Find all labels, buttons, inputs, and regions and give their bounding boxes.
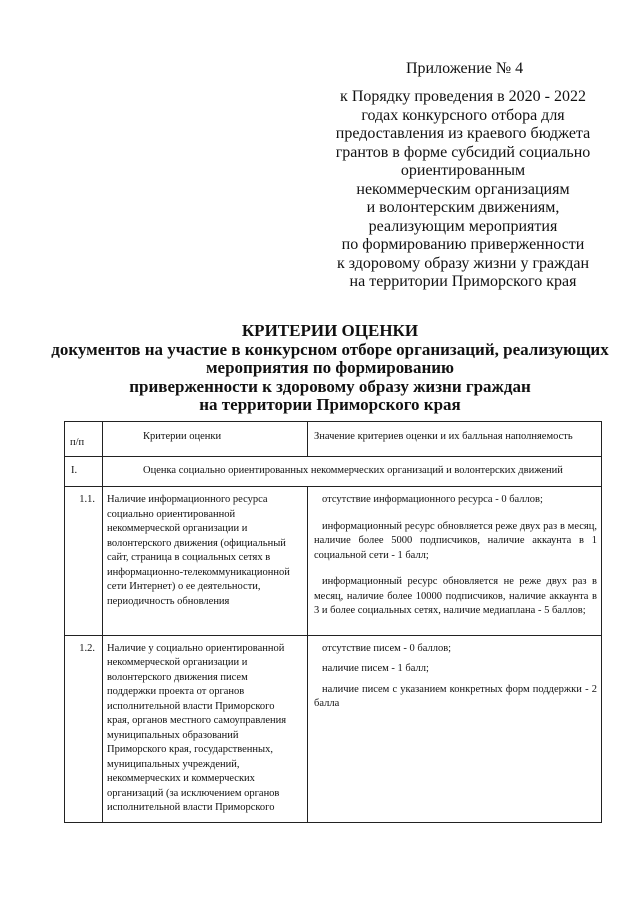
criteria-line: социально ориентированной <box>107 508 236 520</box>
criteria-line: информационно-телекоммуникационной <box>107 566 290 578</box>
criteria-line: волонтерского движения (официальный <box>107 537 286 549</box>
score-option: информационный ресурс обновляется реже двух раз в месяц, наличие более 5000 подписчиков, наличие аккаунта в 1 социальной сети - 1 балл; <box>314 520 597 561</box>
title-heading: КРИТЕРИИ ОЦЕНКИ <box>241 321 419 340</box>
criteria-line: сайт, страница в социальных сетях в <box>107 552 271 563</box>
criteria-line: Наличие у социально ориентированной <box>107 642 285 654</box>
title-line: документов на участие в конкурсном отборе организаций, реализующих <box>51 339 609 359</box>
row-values <box>308 635 602 822</box>
annex-reference <box>318 88 608 292</box>
table-header-row <box>65 422 602 457</box>
criteria-line: исполнительной власти Приморского <box>107 700 275 712</box>
table-row <box>65 635 602 822</box>
score-option: наличие писем с указанием конкретных форм поддержки - 2 балла <box>314 683 597 709</box>
annex-line: по формированию приверженности <box>341 236 585 253</box>
title-line: мероприятия по формированию <box>205 358 455 377</box>
row-num: 1.1. <box>65 487 103 636</box>
score-option: информационный ресурс обновляется не реже двух раз в месяц, наличие более 10000 подписчиков, наличие аккаунта в 3 и более социальных сетях, наличие медиаплана - 5 баллов; <box>314 576 597 616</box>
criteria-line: исполнительной власти Приморского <box>107 802 275 813</box>
header-value: Значение критериев оценки и их балльная наполняемость <box>308 422 602 457</box>
title-line: на территории Приморского края <box>199 395 461 414</box>
criteria-line: Наличие информационного ресурса <box>107 494 268 505</box>
criteria-line: муниципальных учреждений, <box>107 758 240 770</box>
annex-line: на территории Приморского края <box>349 273 577 290</box>
criteria-line: организаций (за исключением органов <box>107 787 280 799</box>
table-row <box>65 487 602 636</box>
score-option: наличие писем - 1 балл; <box>322 663 429 674</box>
section-title: Оценка социально ориентированных некоммерческих организаций и волонтерских движений <box>103 457 602 487</box>
title-line: приверженности к здоровому образу жизни граждан <box>129 376 531 396</box>
row-criteria <box>103 487 308 636</box>
criteria-line: некоммерческой организации и <box>107 523 248 534</box>
annex-line: грантов в форме субсидий социально <box>335 143 591 161</box>
criteria-line: некоммерческой организации и <box>107 657 248 668</box>
header-num: п/п <box>70 436 85 448</box>
criteria-line: некоммерческих и коммерческих <box>107 773 255 784</box>
row-criteria <box>103 635 308 822</box>
score-option: отсутствие писем - 0 баллов; <box>322 642 452 654</box>
annex-line: некоммерческим организациям <box>356 180 570 198</box>
section-row <box>65 457 602 487</box>
annex-line: ориентированным <box>400 162 526 179</box>
header-criteria-cell <box>103 422 308 457</box>
criteria-line: муниципальных образований <box>107 729 239 741</box>
annex-line: и волонтерским движениям, <box>366 199 560 216</box>
criteria-line: края, органов местного самоуправления <box>107 715 287 726</box>
criteria-line: периодичность обновления <box>107 595 230 607</box>
header-num-cell <box>65 422 103 457</box>
annex-number: Приложение № 4 <box>406 60 524 77</box>
row-num: 1.2. <box>65 635 103 822</box>
document-title <box>40 322 620 415</box>
annex-line: предоставления из краевого бюджета <box>335 125 591 142</box>
score-option: отсутствие информационного ресурса - 0 баллов; <box>322 494 543 505</box>
criteria-line: сети Интернет) о ее деятельности, <box>107 581 261 592</box>
criteria-line: поддержки проекта от органов <box>107 686 245 697</box>
criteria-line: Приморского края, государственных, <box>107 744 273 755</box>
section-num: I. <box>65 457 103 487</box>
annex-line: годах конкурсного отбора для <box>361 106 565 124</box>
annex-line: реализующим мероприятия <box>368 217 558 235</box>
annex-line: к здоровому образу жизни у граждан <box>336 254 590 272</box>
criteria-table <box>64 421 602 823</box>
header-criteria: Критерии оценки <box>143 431 222 442</box>
row-values <box>308 487 602 636</box>
criteria-line: волонтерского движения писем <box>107 671 248 683</box>
annex-line: к Порядку проведения в 2020 - 2022 <box>340 88 586 105</box>
